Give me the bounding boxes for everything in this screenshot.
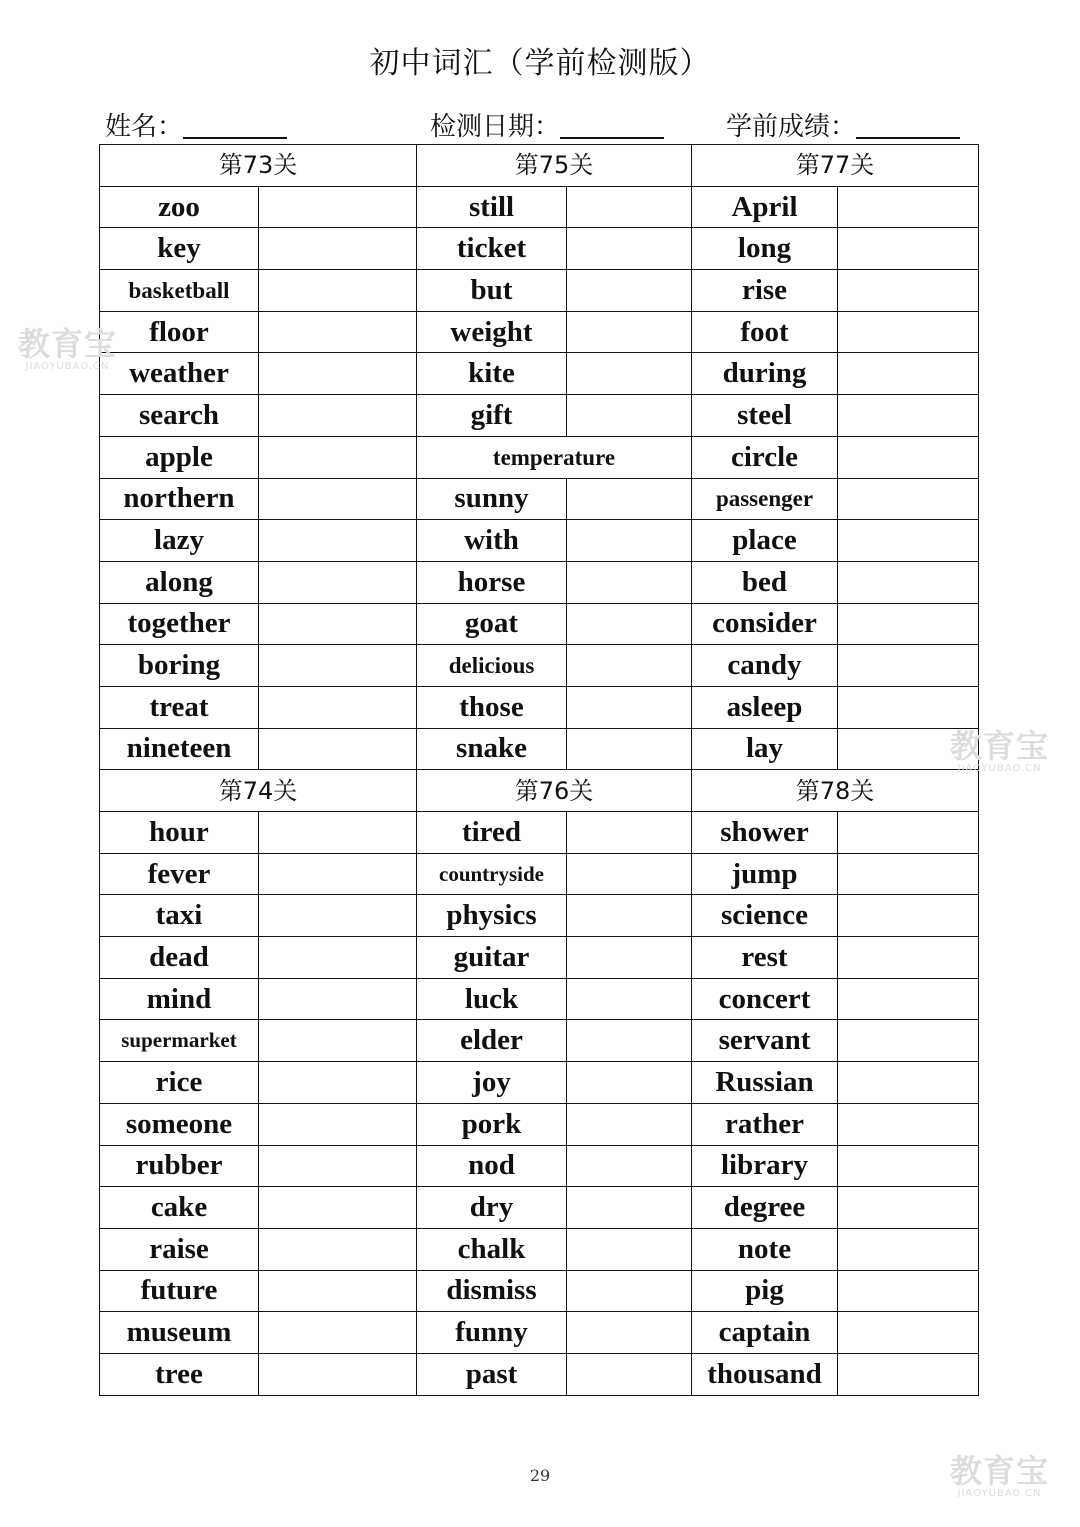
word-cell: steel <box>692 395 838 437</box>
answer-cell[interactable] <box>567 478 692 520</box>
answer-cell[interactable] <box>259 645 417 687</box>
word-row <box>100 853 979 895</box>
answer-cell[interactable] <box>838 937 979 979</box>
answer-cell[interactable] <box>259 1145 417 1187</box>
word-cell: basketball <box>100 270 259 312</box>
word-cell: nineteen <box>100 728 259 770</box>
word-cell: thousand <box>692 1353 838 1395</box>
answer-cell[interactable] <box>259 228 417 270</box>
word-cell: raise <box>100 1228 259 1270</box>
word-row <box>100 520 979 562</box>
answer-cell[interactable] <box>259 353 417 395</box>
word-row <box>100 603 979 645</box>
word-cell: science <box>692 895 838 937</box>
word-row <box>100 1062 979 1104</box>
word-row <box>100 1145 979 1187</box>
answer-cell[interactable] <box>838 1145 979 1187</box>
watermark <box>18 325 118 372</box>
answer-cell[interactable] <box>567 1187 692 1229</box>
word-cell: place <box>692 520 838 562</box>
word-row <box>100 1187 979 1229</box>
word-cell: long <box>692 228 838 270</box>
word-cell: servant <box>692 1020 838 1062</box>
answer-cell[interactable] <box>567 686 692 728</box>
word-cell: someone <box>100 1103 259 1145</box>
word-cell: weather <box>100 353 259 395</box>
name-blank[interactable] <box>183 111 287 139</box>
answer-cell[interactable] <box>567 1228 692 1270</box>
answer-cell[interactable] <box>567 520 692 562</box>
word-cell: rice <box>100 1062 259 1104</box>
word-row <box>100 937 979 979</box>
score-label: 学前成绩： <box>726 112 857 142</box>
word-cell: weight <box>417 311 567 353</box>
answer-cell[interactable] <box>567 1270 692 1312</box>
answer-cell[interactable] <box>259 1103 417 1145</box>
answer-cell[interactable] <box>838 270 979 312</box>
answer-cell[interactable] <box>259 1062 417 1104</box>
answer-cell[interactable] <box>259 311 417 353</box>
answer-cell[interactable] <box>838 436 979 478</box>
answer-cell[interactable] <box>259 853 417 895</box>
word-row <box>100 311 979 353</box>
name-label: 姓名： <box>105 112 184 142</box>
answer-cell[interactable] <box>838 686 979 728</box>
watermark <box>950 727 1050 774</box>
answer-cell[interactable] <box>567 1145 692 1187</box>
word-cell: lay <box>692 728 838 770</box>
answer-cell[interactable] <box>567 353 692 395</box>
level-header-row <box>100 145 979 187</box>
word-cell: dry <box>417 1187 567 1229</box>
answer-cell[interactable] <box>259 728 417 770</box>
word-row <box>100 270 979 312</box>
word-cell: horse <box>417 561 567 603</box>
answer-cell[interactable] <box>259 561 417 603</box>
answer-cell[interactable] <box>838 1228 979 1270</box>
word-cell: delicious <box>417 645 567 687</box>
word-cell: rubber <box>100 1145 259 1187</box>
answer-cell[interactable] <box>567 895 692 937</box>
word-row <box>100 1353 979 1395</box>
word-cell: still <box>417 186 567 228</box>
answer-cell[interactable] <box>259 1353 417 1395</box>
word-cell: pig <box>692 1270 838 1312</box>
answer-cell[interactable] <box>838 186 979 228</box>
answer-cell[interactable] <box>567 186 692 228</box>
word-row <box>100 228 979 270</box>
score-blank[interactable] <box>856 111 960 139</box>
word-cell: kite <box>417 353 567 395</box>
word-cell: note <box>692 1228 838 1270</box>
word-cell: shower <box>692 812 838 854</box>
watermark-text: 教育宝 <box>950 727 1050 765</box>
word-cell: zoo <box>100 186 259 228</box>
answer-cell[interactable] <box>259 1270 417 1312</box>
word-row <box>100 1228 979 1270</box>
answer-cell[interactable] <box>567 937 692 979</box>
word-cell: sunny <box>417 478 567 520</box>
answer-cell[interactable] <box>838 353 979 395</box>
word-cell: April <box>692 186 838 228</box>
level-header: 第78关 <box>692 770 979 812</box>
answer-cell[interactable] <box>567 1312 692 1354</box>
watermark-text: 教育宝 <box>950 1452 1050 1490</box>
word-row <box>100 895 979 937</box>
word-cell: tree <box>100 1353 259 1395</box>
word-row <box>100 436 979 478</box>
level-header: 第74关 <box>100 770 417 812</box>
word-cell: Russian <box>692 1062 838 1104</box>
word-cell: those <box>417 686 567 728</box>
word-cell: bed <box>692 561 838 603</box>
answer-cell[interactable] <box>838 520 979 562</box>
word-cell: consider <box>692 603 838 645</box>
word-row <box>100 561 979 603</box>
answer-cell[interactable] <box>838 645 979 687</box>
answer-cell[interactable] <box>838 1312 979 1354</box>
word-row <box>100 1103 979 1145</box>
word-cell: funny <box>417 1312 567 1354</box>
answer-cell[interactable] <box>567 311 692 353</box>
word-cell: ticket <box>417 228 567 270</box>
answer-cell[interactable] <box>259 812 417 854</box>
word-cell: asleep <box>692 686 838 728</box>
word-cell: treat <box>100 686 259 728</box>
word-cell: but <box>417 270 567 312</box>
word-cell: taxi <box>100 895 259 937</box>
word-cell: countryside <box>417 853 567 895</box>
word-cell: snake <box>417 728 567 770</box>
word-cell: dead <box>100 937 259 979</box>
answer-cell[interactable] <box>838 561 979 603</box>
answer-cell[interactable] <box>838 978 979 1020</box>
word-cell: chalk <box>417 1228 567 1270</box>
answer-cell[interactable] <box>838 1020 979 1062</box>
word-cell: during <box>692 353 838 395</box>
word-cell: mind <box>100 978 259 1020</box>
answer-cell[interactable] <box>838 1103 979 1145</box>
page-number: 29 <box>529 1466 551 1485</box>
level-header: 第76关 <box>417 770 692 812</box>
test-date-label: 检测日期： <box>430 112 561 142</box>
answer-cell[interactable] <box>567 728 692 770</box>
word-cell: concert <box>692 978 838 1020</box>
answer-cell[interactable] <box>567 270 692 312</box>
word-row <box>100 186 979 228</box>
word-cell: fever <box>100 853 259 895</box>
watermark-url: JIAOYUBAO.CN <box>25 361 110 372</box>
answer-cell[interactable] <box>567 1353 692 1395</box>
test-date-field <box>430 106 664 143</box>
answer-cell[interactable] <box>838 228 979 270</box>
answer-cell[interactable] <box>259 478 417 520</box>
word-cell: passenger <box>692 478 838 520</box>
word-cell: circle <box>692 436 838 478</box>
answer-cell[interactable] <box>567 395 692 437</box>
word-cell: past <box>417 1353 567 1395</box>
page-title: 初中词汇（学前检测版） <box>369 46 711 81</box>
answer-cell[interactable] <box>259 436 417 478</box>
word-cell: nod <box>417 1145 567 1187</box>
word-cell: pork <box>417 1103 567 1145</box>
answer-cell[interactable] <box>838 395 979 437</box>
level-header: 第75关 <box>417 145 692 187</box>
score-field <box>726 106 960 143</box>
word-cell: guitar <box>417 937 567 979</box>
answer-cell[interactable] <box>838 1353 979 1395</box>
answer-cell[interactable] <box>567 228 692 270</box>
vocabulary-table <box>99 144 979 1396</box>
word-cell: joy <box>417 1062 567 1104</box>
answer-cell[interactable] <box>567 645 692 687</box>
word-cell: northern <box>100 478 259 520</box>
word-cell: along <box>100 561 259 603</box>
word-cell: with <box>417 520 567 562</box>
word-row <box>100 478 979 520</box>
word-row <box>100 978 979 1020</box>
word-row <box>100 353 979 395</box>
word-cell: rest <box>692 937 838 979</box>
word-cell: apple <box>100 436 259 478</box>
answer-cell[interactable] <box>259 937 417 979</box>
word-cell: supermarket <box>100 1020 259 1062</box>
answer-cell[interactable] <box>259 520 417 562</box>
watermark-url: JIAOYUBAO.CN <box>957 763 1042 774</box>
word-row <box>100 1270 979 1312</box>
answer-cell[interactable] <box>259 1228 417 1270</box>
word-row <box>100 1312 979 1354</box>
word-cell: key <box>100 228 259 270</box>
word-cell: together <box>100 603 259 645</box>
answer-cell[interactable] <box>259 603 417 645</box>
word-cell: goat <box>417 603 567 645</box>
word-cell: cake <box>100 1187 259 1229</box>
test-date-blank[interactable] <box>560 111 664 139</box>
word-row <box>100 686 979 728</box>
word-row <box>100 395 979 437</box>
word-cell: elder <box>417 1020 567 1062</box>
level-header-row <box>100 770 979 812</box>
word-cell: physics <box>417 895 567 937</box>
answer-cell[interactable] <box>567 978 692 1020</box>
word-cell: degree <box>692 1187 838 1229</box>
answer-cell[interactable] <box>838 311 979 353</box>
level-header: 第77关 <box>692 145 979 187</box>
answer-cell[interactable] <box>567 1062 692 1104</box>
answer-cell[interactable] <box>567 812 692 854</box>
answer-cell[interactable] <box>838 853 979 895</box>
word-cell: boring <box>100 645 259 687</box>
answer-cell[interactable] <box>567 561 692 603</box>
word-cell: candy <box>692 645 838 687</box>
word-cell: future <box>100 1270 259 1312</box>
answer-cell[interactable] <box>259 395 417 437</box>
word-cell: library <box>692 1145 838 1187</box>
word-cell: luck <box>417 978 567 1020</box>
watermark <box>950 1452 1050 1499</box>
answer-cell[interactable] <box>259 1020 417 1062</box>
word-cell: gift <box>417 395 567 437</box>
answer-cell[interactable] <box>259 895 417 937</box>
answer-cell[interactable] <box>567 853 692 895</box>
answer-cell[interactable] <box>567 603 692 645</box>
word-cell: rise <box>692 270 838 312</box>
answer-cell[interactable] <box>567 1103 692 1145</box>
answer-cell[interactable] <box>567 1020 692 1062</box>
answer-cell[interactable] <box>259 686 417 728</box>
word-row <box>100 728 979 770</box>
word-cell: jump <box>692 853 838 895</box>
word-cell: temperature <box>417 436 692 478</box>
word-cell: lazy <box>100 520 259 562</box>
name-field <box>105 106 287 143</box>
word-cell: hour <box>100 812 259 854</box>
word-cell: museum <box>100 1312 259 1354</box>
answer-cell[interactable] <box>259 978 417 1020</box>
answer-cell[interactable] <box>259 1312 417 1354</box>
word-cell: search <box>100 395 259 437</box>
word-cell: tired <box>417 812 567 854</box>
word-row <box>100 812 979 854</box>
word-row <box>100 645 979 687</box>
answer-cell[interactable] <box>838 1062 979 1104</box>
watermark-text: 教育宝 <box>18 325 118 363</box>
word-cell: floor <box>100 311 259 353</box>
answer-cell[interactable] <box>838 478 979 520</box>
answer-cell[interactable] <box>259 1187 417 1229</box>
answer-cell[interactable] <box>838 1270 979 1312</box>
word-cell: rather <box>692 1103 838 1145</box>
answer-cell[interactable] <box>838 603 979 645</box>
word-cell: dismiss <box>417 1270 567 1312</box>
answer-cell[interactable] <box>838 1187 979 1229</box>
level-header: 第73关 <box>100 145 417 187</box>
answer-cell[interactable] <box>259 270 417 312</box>
watermark-url: JIAOYUBAO.CN <box>957 1488 1042 1499</box>
word-row <box>100 1020 979 1062</box>
word-cell: foot <box>692 311 838 353</box>
word-cell: captain <box>692 1312 838 1354</box>
answer-cell[interactable] <box>259 186 417 228</box>
answer-cell[interactable] <box>838 812 979 854</box>
answer-cell[interactable] <box>838 895 979 937</box>
